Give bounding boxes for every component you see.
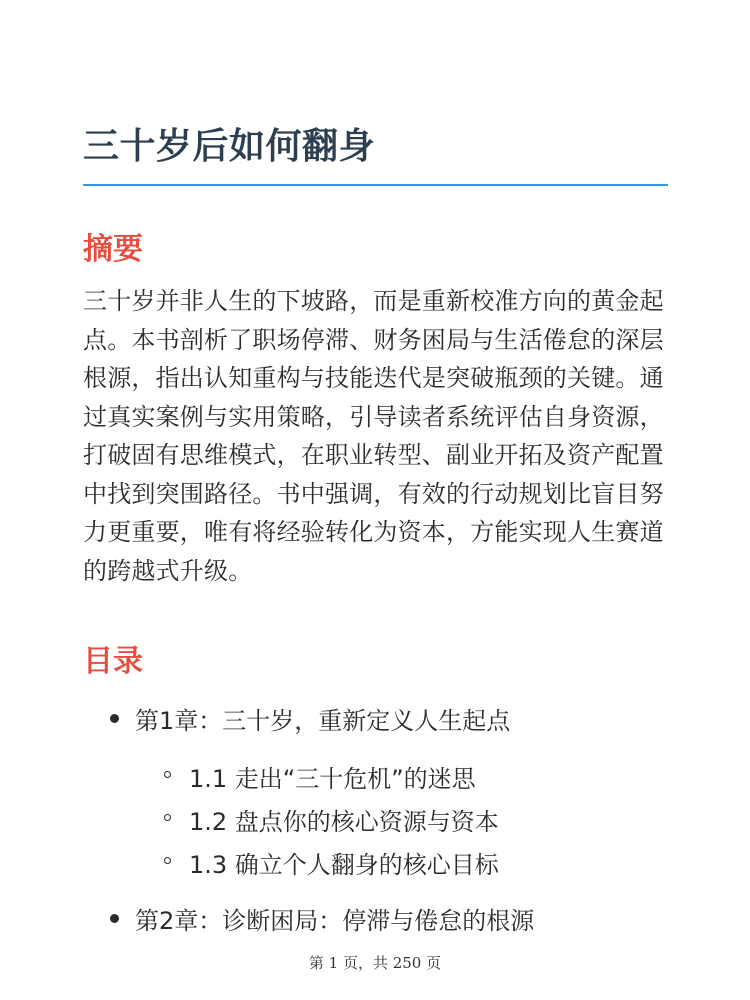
abstract-text: 三十岁并非人生的下坡路，而是重新校准方向的黄金起点。本书剖析了职场停滞、财务困局与生活倦怠的深层根源，指出认知重构与技能迭代是突破瓶颈的关键。通过真实案例与实用策略，引导读者系统评估自身资源，打破固有思维模式，在职业转型、副业开拓及资产配置中找到突围路径。书中强调，有效的行动规划比盲目努力更重要，唯有将经验转化为资本，方能实现人生赛道的跨越式升级。 [83,287,664,585]
toc-section-1-2[interactable]: 1.2 盘点你的核心资源与资本 [189,808,499,836]
toc-chapter-2[interactable]: 第2章：诊断困局：停滞与倦怠的根源 [135,907,535,935]
summary-heading: 摘要 [83,232,143,267]
toc-section-1-3[interactable]: 1.3 确立个人翻身的核心目标 [189,851,499,879]
document-title: 三十岁后如何翻身 [83,126,376,167]
toc-section-1-1[interactable]: 1.1 走出“三十危机”的迷思 [189,765,476,793]
toc-chapter-1[interactable]: 第1章：三十岁，重新定义人生起点 [135,707,511,735]
title-divider [83,184,668,186]
bullet-circle-icon [164,771,171,778]
toc-heading: 目录 [83,644,143,679]
bullet-circle-icon [164,857,171,864]
page-footer: 第 1 页，共 250 页 [308,954,442,972]
bullet-circle-icon [164,814,171,821]
bullet-disc-icon [110,714,119,723]
bullet-disc-icon [110,914,119,923]
